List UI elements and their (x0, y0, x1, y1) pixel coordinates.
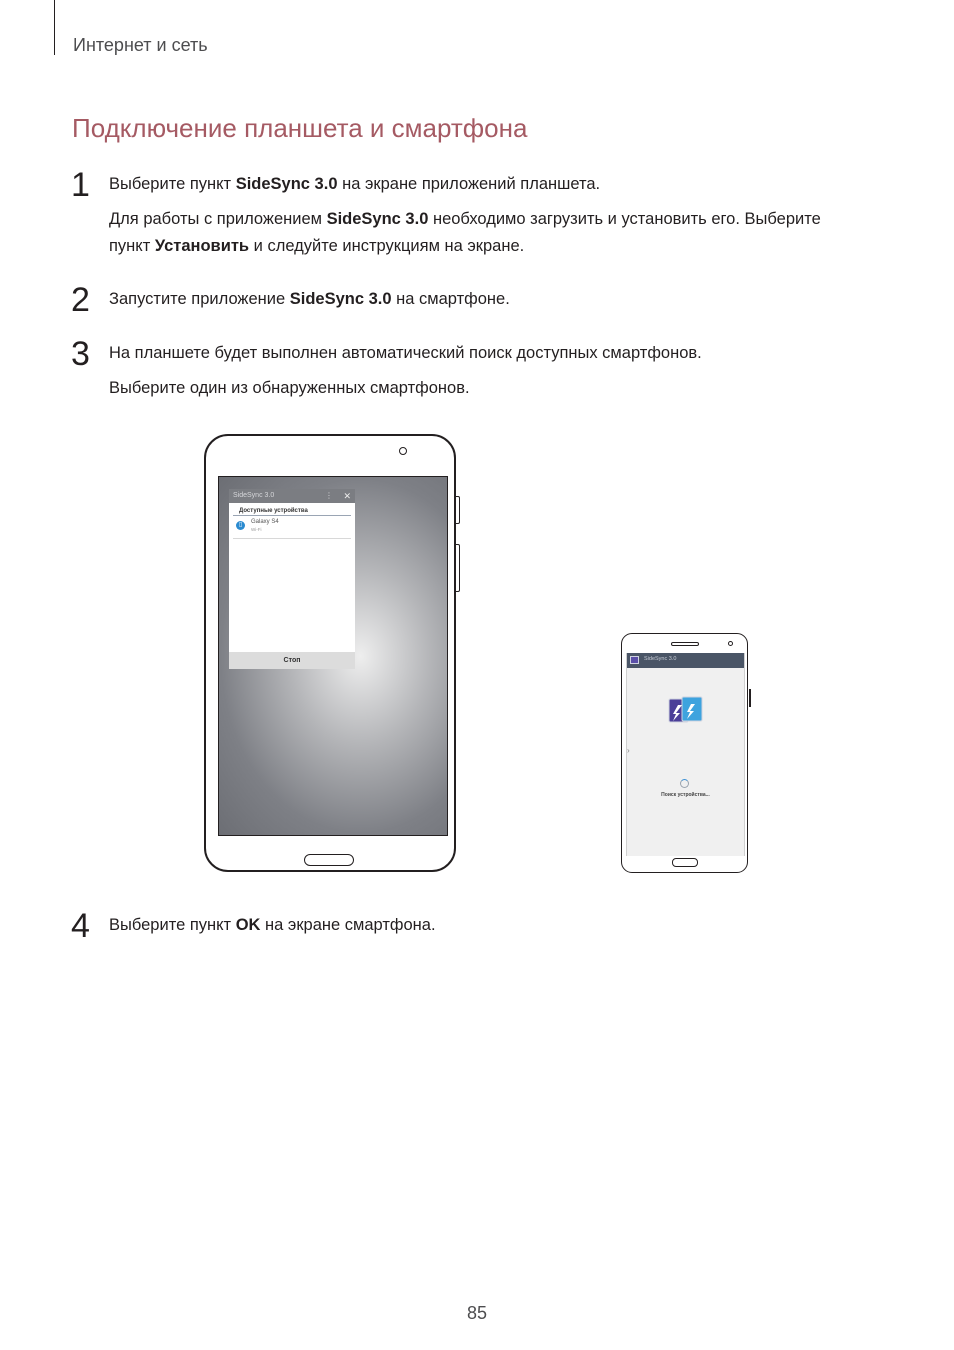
margin-rule (54, 0, 55, 55)
camera-icon (728, 641, 733, 646)
chevron-right-icon: › (627, 746, 630, 755)
tablet-illustration (204, 434, 456, 872)
section-header: Доступные устройства (233, 503, 351, 516)
step-text: Выберите один из обнаруженных смартфонов. (109, 379, 470, 397)
step-number: 4 (71, 907, 90, 945)
stop-button[interactable]: Стоп (229, 652, 355, 669)
page-title: Подключение планшета и смартфона (72, 113, 528, 143)
phone-device-icon: ▯ (236, 521, 245, 530)
step-number: 1 (71, 166, 90, 204)
app-title: SideSync 3.0 (644, 656, 677, 662)
step-note: Для работы с приложением SideSync 3.0 необходимо загрузить и установить его. Выберите (109, 210, 821, 228)
app-title-bar (627, 653, 744, 668)
close-icon[interactable]: ✕ (343, 491, 351, 501)
loading-spinner-icon (680, 779, 689, 788)
power-key (455, 544, 460, 592)
camera-icon (399, 447, 407, 455)
devices-dialog (229, 489, 355, 669)
sidesync-logo-icon (668, 695, 704, 725)
dialog-title: SideSync 3.0 (233, 492, 275, 499)
step-text: Выберите пункт SideSync 3.0 на экране приложений планшета. (109, 175, 601, 193)
more-options-icon[interactable]: ⋮ (325, 491, 333, 500)
power-key (749, 689, 751, 707)
section-label: Интернет и сеть (73, 35, 208, 55)
home-key (304, 854, 354, 866)
step-number: 3 (71, 335, 90, 373)
step-text: Выберите пункт OK на экране смартфона. (109, 916, 436, 934)
step-note: пункт Установить и следуйте инструкциям на экране. (109, 237, 525, 255)
step-text: На планшете будет выполнен автоматический поиск доступных смартфонов. (109, 344, 702, 362)
dialog-title-bar (229, 489, 355, 503)
phone-illustration (621, 633, 748, 873)
step-text: Запустите приложение SideSync 3.0 на смартфоне. (109, 290, 510, 308)
tablet-screen (218, 476, 448, 836)
device-name: Galaxy S4 (251, 519, 279, 525)
sidesync-app-icon (630, 656, 639, 664)
volume-key (455, 496, 460, 524)
device-list-item[interactable] (233, 516, 351, 539)
phone-screen (626, 653, 745, 856)
earpiece (671, 642, 699, 646)
page-number: 85 (466, 1303, 488, 1323)
home-key (672, 858, 698, 867)
device-connection: Wi-Fi (251, 527, 262, 532)
search-status: Поиск устройства... (661, 792, 710, 798)
step-number: 2 (71, 281, 90, 319)
